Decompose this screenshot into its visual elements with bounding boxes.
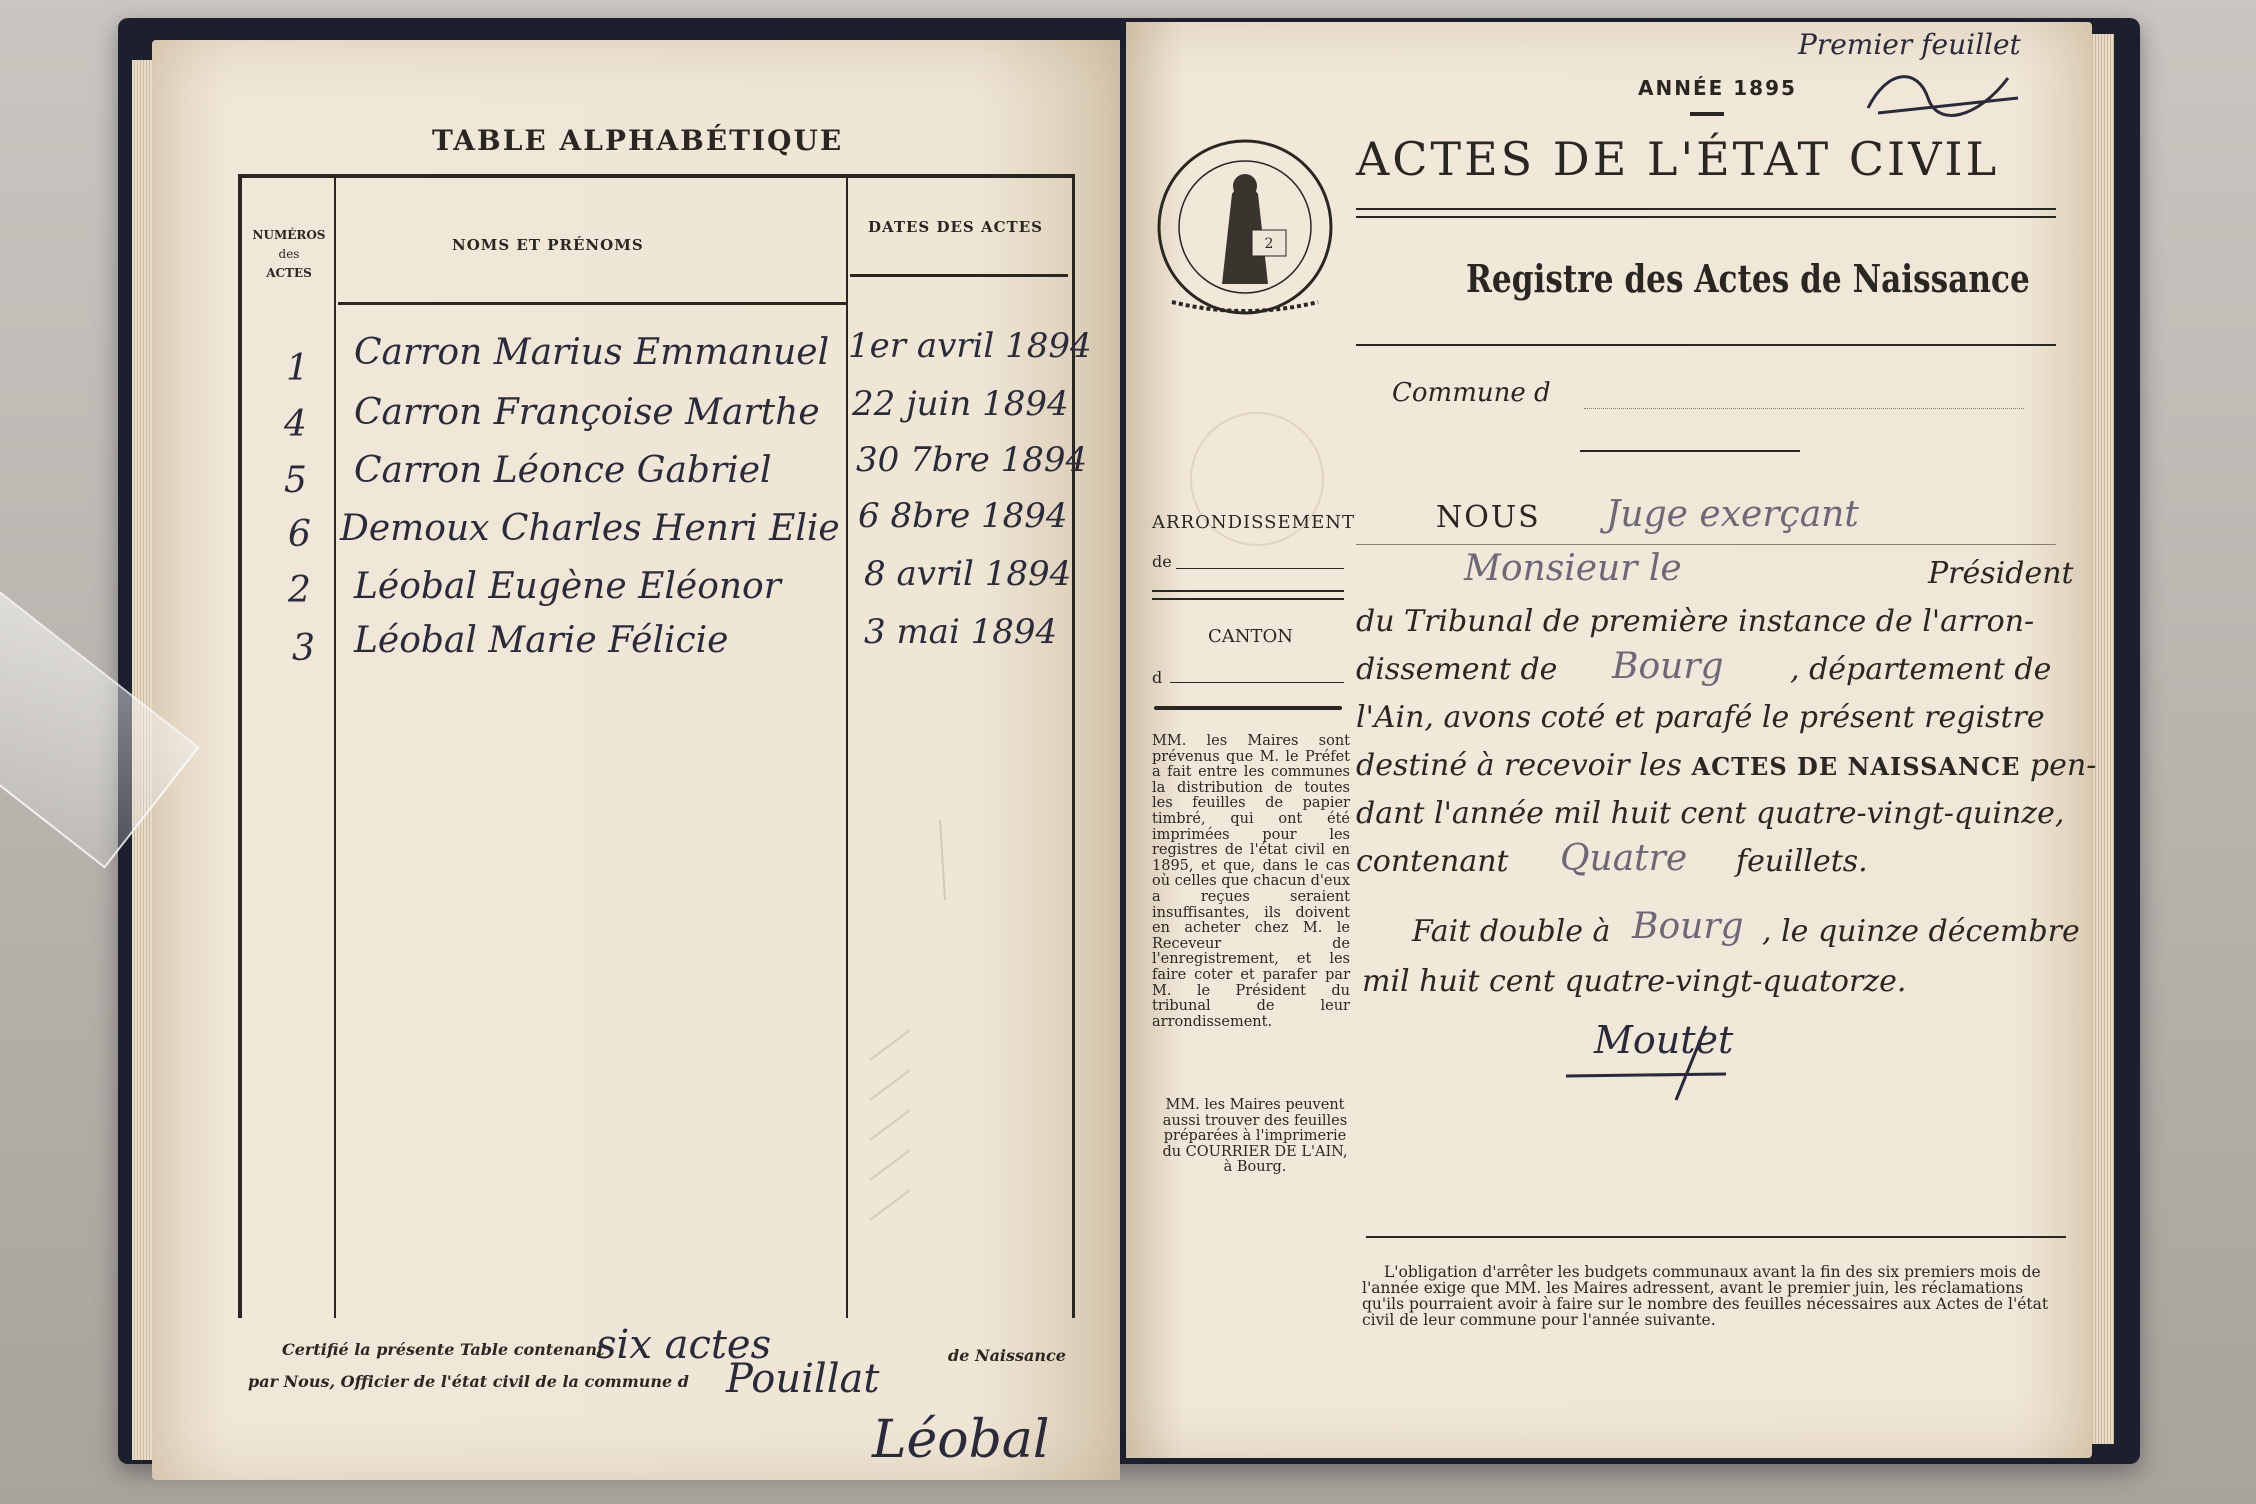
signature-flourish [1556, 1016, 1756, 1106]
certification-line1: Certifié la présente Table contenant [282, 1340, 605, 1359]
title-rule [1356, 208, 2056, 210]
row-name: Carron Marius Emmanuel [354, 332, 830, 373]
president-signature: Moutet [1594, 1018, 1734, 1062]
nous-label: NOUS [1436, 500, 1541, 535]
republique-fiscal-stamp [1152, 134, 1338, 320]
row-name: Carron Françoise Marthe [354, 392, 820, 433]
register-subtitle: Registre des Actes de Naissance [1466, 256, 2030, 301]
president-label: Président [1928, 556, 2074, 591]
arrondissement-de: de [1152, 552, 1172, 571]
rule [1152, 598, 1344, 600]
row-number: 1 [286, 348, 309, 389]
commune-field [1584, 408, 2024, 409]
canton-label: CANTON [1208, 626, 1294, 647]
bourg-handwritten: Bourg [1612, 646, 1724, 687]
canton-d: d [1152, 668, 1163, 687]
row-date: 30 7bre 1894 [856, 440, 1088, 480]
fait-date: , le quinze décembre [1762, 914, 2080, 949]
certification-commune: Pouillat [726, 1356, 880, 1402]
mayors-note: MM. les Maires sont prévenus que M. le Préfet a fait entre les communes la distribution de toutes les feuilles de papier timbré, qui ont été imprimées pour les registres de l'état civil en 1895, et que, dans le cas où celles que chacun d'eux a reçues seraient insuffisantes, ils doivent en acheter chez M. le Receveur de l'enregistrement, et les faire coter et parafer par M. le Président du tribunal de leur arrondissement. [1152, 733, 1350, 1030]
rule [1152, 590, 1344, 592]
header-noms: NOMS ET PRÉNOMS [452, 236, 644, 254]
row-date: 22 juin 1894 [852, 384, 1069, 424]
arrondissement-field [1176, 568, 1344, 569]
svg-text:2: 2 [1264, 236, 1274, 252]
footer-rule [1366, 1236, 2066, 1238]
column-divider [334, 178, 336, 1318]
bleed-through-marks [850, 760, 1050, 1280]
year-heading: ANNÉE 1895 [1638, 76, 1797, 100]
line-rule [1356, 544, 2056, 545]
row-number: 5 [284, 460, 307, 501]
header-numeros: NUMÉROS des ACTES [252, 228, 326, 280]
row-name: Demoux Charles Henri Elie [340, 508, 840, 549]
certification-line1-end: de Naissance [948, 1346, 1066, 1365]
ornament-rule [1580, 450, 1800, 452]
certification-line2: par Nous, Officier de l'état civil de la commune d [248, 1372, 689, 1391]
body-line4a: dissement de [1356, 652, 1558, 687]
row-number: 6 [288, 514, 311, 555]
body-line6: destiné à recevoir les ACTES DE NAISSANCE pen- [1356, 748, 2097, 783]
header-rule [338, 302, 846, 305]
fait-label: Fait double à [1412, 914, 1611, 949]
body-line4b: , département de [1790, 652, 2052, 687]
row-name: Léobal Eugène Eléonor [354, 566, 781, 607]
body-line8b: feuillets. [1736, 844, 1868, 879]
certification-count: six actes [596, 1322, 772, 1368]
right-page-edges [2090, 34, 2114, 1444]
body-line3: du Tribunal de première instance de l'arron- [1356, 604, 2035, 639]
body-line5: l'Ain, avons coté et parafé le présent registre [1356, 700, 2045, 735]
margin-initials [1858, 58, 2038, 128]
header-rule [850, 274, 1068, 277]
row-date: 3 mai 1894 [864, 612, 1058, 652]
ornament [1690, 112, 1724, 116]
row-number: 2 [288, 570, 311, 611]
margin-annotation: Premier feuillet [1798, 28, 2021, 61]
subtitle-rule [1356, 344, 2056, 346]
body-line7: dant l'année mil huit cent quatre-vingt-quinze, [1356, 796, 2065, 831]
row-name: Léobal Marie Félicie [354, 620, 729, 661]
row-number: 3 [292, 628, 315, 669]
alphabetical-table-title: TABLE ALPHABÉTIQUE [432, 124, 844, 157]
mayors-note-2: MM. les Maires peuvent aussi trouver des feuilles préparées à l'imprimerie du COURRIER DE L'AIN, à Bourg. [1162, 1097, 1348, 1176]
arrondissement-label: ARRONDISSEMENT [1152, 512, 1355, 533]
canton-field [1170, 682, 1344, 683]
mayor-signature: Léobal [872, 1410, 1050, 1470]
row-date: 6 8bre 1894 [858, 496, 1068, 536]
header-dates: DATES DES ACTES [868, 218, 1043, 236]
commune-label: Commune d [1392, 378, 1551, 408]
fait-year: mil huit cent quatre-vingt-quatorze. [1362, 964, 1907, 999]
nous-handwritten: Juge exerçant [1606, 494, 1859, 535]
rule [1154, 706, 1342, 710]
quatre-handwritten: Quatre [1560, 838, 1688, 879]
row-number: 4 [284, 404, 307, 445]
body-line8a: contenant [1356, 844, 1509, 879]
footer-note: L'obligation d'arrêter les budgets communaux avant la fin des six premiers mois de l'année exige que MM. les Maires adressent, avant le premier juin, les réclamations qu'ils pourraient avoir à faire sur le nombre des feuilles nécessaires aux Actes de l'état civil de leur commune pour l'année suivante. [1362, 1263, 2049, 1329]
row-name: Carron Léonce Gabriel [354, 450, 772, 491]
monsieur-handwritten: Monsieur le [1464, 548, 1682, 589]
row-date: 1er avril 1894 [848, 326, 1092, 366]
title-rule [1356, 216, 2056, 218]
row-date: 8 avril 1894 [864, 554, 1072, 594]
fait-place-handwritten: Bourg [1632, 906, 1744, 947]
register-title: ACTES DE L'ÉTAT CIVIL [1356, 132, 2000, 186]
